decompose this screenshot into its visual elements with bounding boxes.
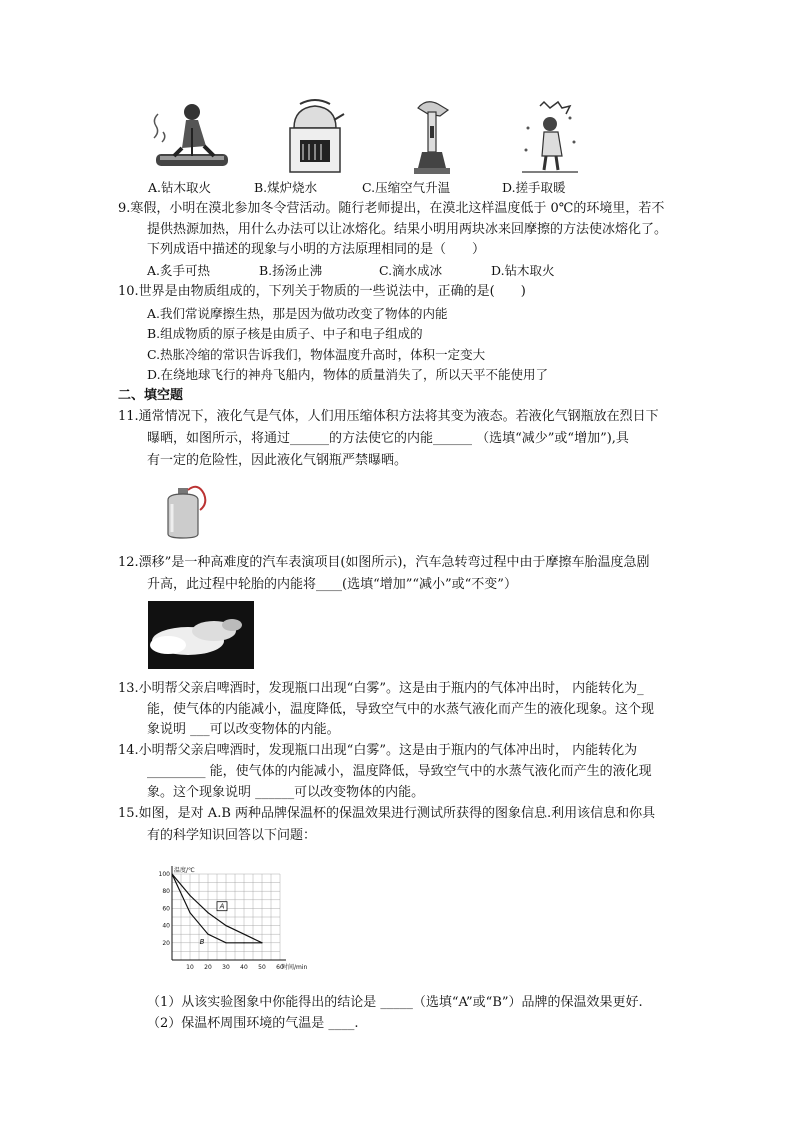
y-tick-label: 40 bbox=[162, 922, 170, 930]
q10-option-c: C.热胀冷缩的常识告诉我们，物体温度升高时，体积一定变大 bbox=[147, 347, 486, 362]
series-point-a bbox=[189, 895, 190, 896]
q11-line-2: 曝晒，如图所示，将通过______的方法使它的内能______ （选填“减少”或“增加”),具 bbox=[147, 431, 629, 446]
q14-line-2: _________ 能，使气体的内能减小，温度降低，导致空气中的水蒸气液化而产生的液化现 bbox=[147, 764, 652, 779]
series-point-a bbox=[225, 925, 226, 926]
q10-option-d: D.在绕地球飞行的神舟飞船内，物体的质量消失了，所以天平不能使用了 bbox=[147, 367, 549, 382]
x-tick-label: 40 bbox=[240, 964, 248, 971]
q14-line-3: 象。这个现象说明 ______可以改变物体的内能。 bbox=[147, 785, 425, 800]
chart-grid bbox=[172, 874, 280, 960]
q12-line-2: 升高，此过程中轮胎的内能将____(选填“增加”“减小”或“不变”） bbox=[147, 577, 517, 592]
q10-option-b: B.组成物质的原子核是由质子、中子和电子组成的 bbox=[147, 326, 423, 341]
series-point-b bbox=[261, 942, 262, 943]
q9-stem-line-3: 下列成语中描述的现象与小明的方法原理相同的是（ ） bbox=[147, 242, 486, 257]
q10-option-a: A.我们常说摩擦生热，那是因为做功改变了物体的内能 bbox=[147, 306, 448, 321]
chart-axes bbox=[172, 866, 286, 960]
q14-line-1: 14.小明帮父亲启啤酒时，发现瓶口出现“白雾”。这是由于瓶内的气体冲出时， 内能转化为 bbox=[118, 743, 638, 758]
x-axis-label: 时间/min bbox=[282, 964, 308, 971]
x-tick-label: 50 bbox=[258, 964, 266, 971]
series-point-b bbox=[207, 934, 208, 935]
y-tick-label: 100 bbox=[158, 871, 170, 878]
x-tick-label: 10 bbox=[186, 964, 194, 971]
y-axis-label: 温度/℃ bbox=[174, 867, 195, 874]
y-tick-label: 20 bbox=[162, 939, 170, 947]
series-label-a: A bbox=[219, 902, 225, 911]
x-tick-label: 20 bbox=[204, 964, 212, 971]
y-tick-label: 60 bbox=[162, 905, 170, 913]
q12-line-1: 12.漂移”是一种高难度的汽车表演项目(如图所示)，汽车急转弯过程中由于摩擦车胎温度急剧 bbox=[118, 555, 650, 570]
q13-line-2: 能，使气体的内能减小，温度降低，导致空气中的水蒸气液化而产生的液化现象。这个现 bbox=[147, 702, 655, 717]
q15-sub-question-2: （2）保温杯周围环境的气温是 ____. bbox=[147, 1016, 359, 1031]
series-point-b bbox=[243, 942, 244, 943]
series-label-b: B bbox=[199, 938, 205, 947]
q8-option-c: C.压缩空气升温 bbox=[362, 180, 451, 195]
q9-option-a: A.炙手可热 bbox=[147, 263, 211, 278]
series-point-b bbox=[189, 912, 190, 913]
q8-option-d: D.搓手取暖 bbox=[502, 180, 566, 195]
q10-stem: 10.世界是由物质组成的，下列关于物质的一些说法中，正确的是( ) bbox=[118, 284, 526, 299]
drill-wood-fire-illustration bbox=[148, 98, 238, 176]
q9-stem-line-1: 9.寒假，小明在漠北参加冬令营活动。随行老师提出，在漠北这样温度低于 0℃的环境里，若不 bbox=[118, 201, 665, 216]
insulation-cup-temperature-chart bbox=[150, 856, 308, 976]
gas-cylinder-illustration bbox=[160, 482, 212, 540]
q9-option-b: B.扬汤止沸 bbox=[259, 263, 323, 278]
q8-option-b: B.煤炉烧水 bbox=[254, 180, 318, 195]
q11-line-3: 有一定的危险性，因此液化气钢瓶严禁曝晒。 bbox=[147, 453, 408, 468]
q15-line-1: 15.如图，是对 A.B 两种品牌保温杯的保温效果进行测试所获得的图象信息.利用该信息和你具 bbox=[118, 806, 656, 821]
coal-stove-kettle-illustration bbox=[284, 98, 346, 178]
q13-line-3: 象说明 ___可以改变物体的内能。 bbox=[147, 722, 340, 737]
x-tick-label: 30 bbox=[222, 964, 230, 971]
rubbing-hands-warm-illustration bbox=[516, 98, 584, 176]
q9-option-c: C.滴水成冰 bbox=[379, 263, 443, 278]
section-title-fill-in: 二、填空题 bbox=[118, 388, 184, 403]
q9-option-d: D.钻木取火 bbox=[491, 263, 555, 278]
series-point-a bbox=[243, 934, 244, 935]
q15-line-2: 有的科学知识回答以下问题： bbox=[147, 828, 317, 843]
q13-line-1: 13.小明帮父亲启啤酒时，发现瓶口出现“白雾”。这是由于瓶内的气体冲出时， 内能转化为_ bbox=[118, 681, 644, 696]
y-tick-label: 80 bbox=[162, 888, 170, 896]
series-point-b bbox=[225, 942, 226, 943]
q11-line-1: 11.通常情况下，液化气是气体，人们用压缩体积方法将其变为液态。若液化气钢瓶放在烈日下 bbox=[118, 409, 659, 424]
drift-car-smoke-photo bbox=[148, 601, 254, 669]
q8-option-a: A.钻木取火 bbox=[148, 180, 212, 195]
series-point-a bbox=[207, 912, 208, 913]
q9-stem-line-2: 提供热源加热，用什么办法可以让冰熔化。结果小明用两块冰来回摩擦的方法使冰熔化了。 bbox=[147, 222, 668, 237]
series-point-b bbox=[171, 873, 172, 874]
q15-sub-question-1: （1）从该实验图象中你能得出的结论是 _____（选填“A”或“B”）品牌的保温效果更好. bbox=[147, 995, 643, 1010]
x-tick-label: 60 bbox=[276, 964, 284, 971]
air-compression-pump-illustration bbox=[408, 98, 456, 178]
